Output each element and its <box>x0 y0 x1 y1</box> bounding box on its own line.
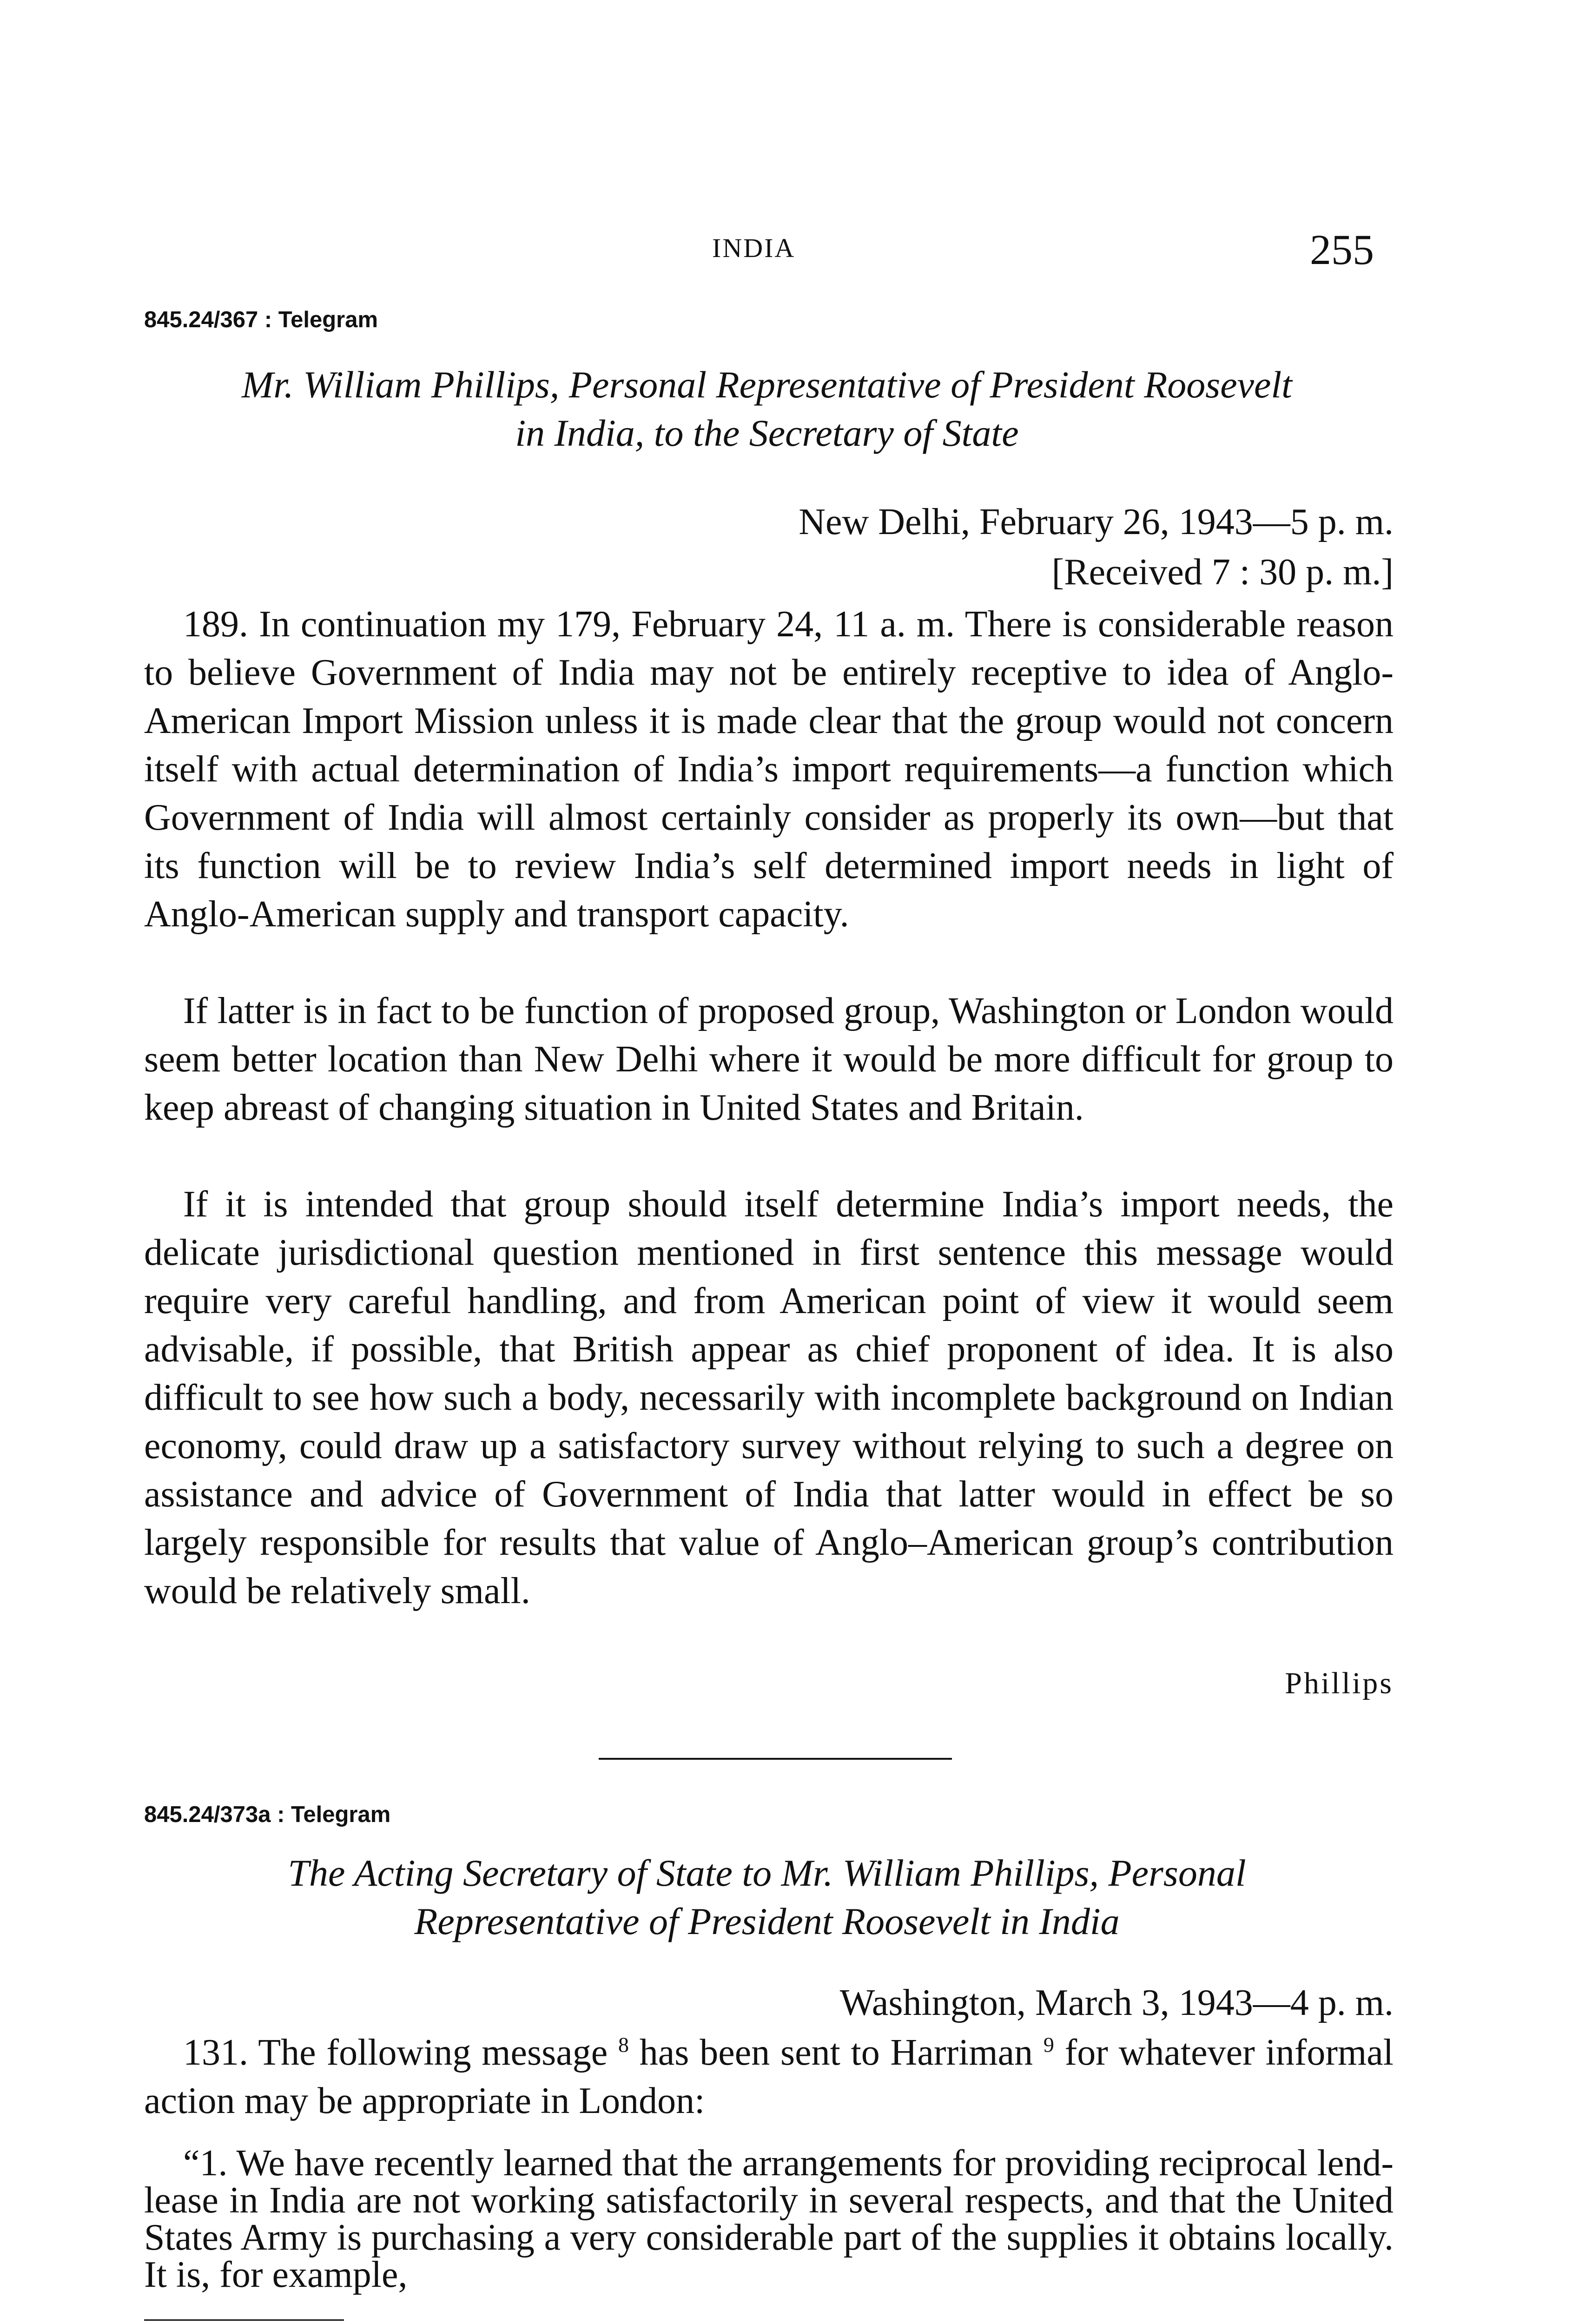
paragraph: 189. In continuation my 179, February 24, 11 a. m. There is considerable reason to believe Government of India may not be entirely receptive to idea of Anglo-American Import Mission unless it is made clear that the group would not concern itself with actual determination of India’s import requirements—a function which Government of India will almost certainly consider as properly its own—but that its function will be to review India’s self determined import needs in light of Anglo-American supply and transport capacity. <box>144 604 1394 935</box>
footnote-reference: 9 <box>1043 2033 1054 2057</box>
title-line: The Acting Secretary of State to Mr. William Phillips, Personal <box>288 1852 1246 1894</box>
title-line: in India, to the Secretary of State <box>515 412 1019 454</box>
title-line: Representative of President Roosevelt in India <box>414 1900 1120 1942</box>
document-title <box>139 1849 1394 1946</box>
footnote-reference: 8 <box>618 2033 629 2057</box>
title-line: Mr. William Phillips, Personal Representative of President Roosevelt <box>242 363 1292 406</box>
dateline: New Delhi, February 26, 1943—5 p. m. <box>799 502 1394 542</box>
paragraph-text: 131. The following message <box>183 2032 608 2073</box>
page-number: 255 <box>1310 226 1374 273</box>
paragraph <box>144 2028 1394 2125</box>
signature: Phillips <box>1285 1666 1394 1700</box>
paragraph: If it is intended that group should itself determine India’s import needs, the delicate jurisdictional question mentioned in first sentence this message would require very careful handling, and from American point of view it would seem advisable, if possible, that British appear as chief proponent of idea. It is also difficult to see how such a body, necessarily with incomplete background on Indian economy, could draw up a satisfactory survey without relying to such a degree on assistance and advice of Government of India that latter would in effect be so largely responsible for results that value of Anglo–American group’s contribution would be relatively small. <box>144 1184 1394 1611</box>
section-divider <box>599 1758 952 1760</box>
quoted-message: “1. We have recently learned that the arrangements for providing reciprocal lend-lease in India are not working satisfactorily in several respects, and that the United States Army is purchasing a very considerable part of the supplies it obtains locally. It is, for example, <box>144 2143 1394 2295</box>
dateline: Washington, March 3, 1943—4 p. m. <box>839 1982 1394 2023</box>
received-note: [Received 7 : 30 p. m.] <box>1051 552 1394 593</box>
paragraph-text: for whatever informal action may be appropriate in London: <box>144 2032 1394 2121</box>
document-title <box>139 361 1394 457</box>
running-head: INDIA <box>712 233 796 263</box>
footnote-rule <box>144 2319 344 2321</box>
file-reference: 845.24/367 : Telegram <box>144 307 378 332</box>
file-reference: 845.24/373a : Telegram <box>144 1802 391 1827</box>
paragraph: If latter is in fact to be function of proposed group, Washington or London would seem better location than New Delhi where it would be more difficult for group to keep abreast of changing situation in United States and Britain. <box>144 990 1394 1128</box>
paragraph-text: has been sent to Harriman <box>629 2032 1033 2073</box>
